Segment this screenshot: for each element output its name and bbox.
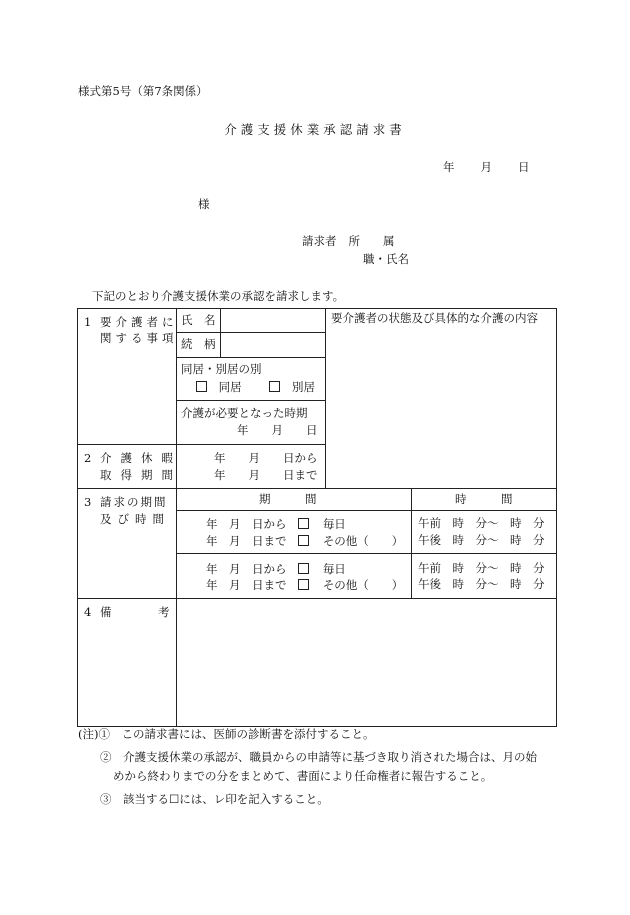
- time-am: 午前 時 分～ 時 分: [418, 516, 545, 530]
- other-checkbox[interactable]: [298, 535, 309, 546]
- section1-label-line1: [100, 315, 178, 329]
- relation-label: 続 柄: [181, 337, 216, 351]
- period-from: 年 月 日から: [206, 517, 287, 531]
- note-2-line1: ② 介護支援休業の承認が、職員からの申請等に基づき取り消された場合は、月の始: [100, 750, 537, 764]
- time-pm: 午後 時 分～ 時 分: [418, 533, 545, 547]
- cohabit-options: [196, 381, 315, 394]
- note-1: [78, 729, 374, 741]
- section2-label-line1: 介護休暇: [100, 451, 182, 465]
- period-header: 期 間: [259, 492, 317, 506]
- section2-number: 2: [84, 451, 92, 465]
- name-label: 氏 名: [181, 313, 216, 327]
- date-year-label: 年: [443, 160, 455, 174]
- intro-text: 下記のとおり介護支援休業の承認を請求します。: [92, 289, 345, 303]
- section3-label-line1: 請求の期間: [100, 495, 168, 509]
- requester-dept-label: 所 属: [348, 234, 395, 248]
- period-row: [206, 563, 346, 576]
- time-header: 時 間: [455, 492, 513, 506]
- every-day-checkbox[interactable]: [298, 563, 309, 574]
- time-pm: 午後 時 分～ 時 分: [418, 577, 545, 591]
- requester-dept-line: [302, 236, 395, 248]
- section1-number: 1: [84, 315, 92, 329]
- leave-to: 年 月 日まで: [214, 468, 318, 482]
- note-2-line2: めから終わりまでの分をまとめて、書面により任命権者に報告すること。: [113, 769, 493, 783]
- need-time-date: 年 月 日: [237, 423, 318, 437]
- document-title: 介護支援休業承認請求書: [224, 122, 406, 137]
- need-time-label: 介護が必要となった時期: [181, 406, 308, 420]
- leave-from: 年 月 日から: [214, 451, 318, 465]
- section2-label-line2: 取得期間: [100, 468, 182, 482]
- section1-label-line2: 関する事項: [100, 331, 178, 345]
- section4-label: 備 考: [100, 605, 173, 619]
- every-day-label: 毎日: [322, 517, 346, 531]
- period-to: 年 月 日まで: [206, 578, 287, 592]
- time-am: 午前 時 分～ 時 分: [418, 561, 545, 575]
- every-day-label: 毎日: [322, 562, 346, 576]
- period-row: [206, 535, 403, 548]
- other-checkbox[interactable]: [298, 579, 309, 590]
- requester-name-label: 職・氏名: [363, 252, 409, 266]
- requester-label: 請求者: [302, 234, 337, 248]
- other-label: その他（ ）: [322, 578, 404, 592]
- other-label: その他（ ）: [322, 534, 404, 548]
- period-row: [206, 518, 346, 531]
- cohabit-label: 同居・別居の別: [181, 362, 262, 376]
- cohabit-opt1: 同居: [218, 380, 242, 394]
- addressee-suffix: 様: [198, 197, 210, 211]
- every-day-checkbox[interactable]: [298, 518, 309, 529]
- note-3: ③ 該当する☐には、レ印を記入すること。: [100, 792, 329, 806]
- period-from: 年 月 日から: [206, 562, 287, 576]
- separate-checkbox[interactable]: [269, 381, 280, 392]
- cohabit-opt2: 別居: [291, 380, 315, 394]
- form-number: 様式第5号（第7条関係）: [78, 84, 208, 98]
- period-to: 年 月 日まで: [206, 534, 287, 548]
- cohabit-checkbox[interactable]: [196, 381, 207, 392]
- date-line: [443, 162, 530, 174]
- condition-label: 要介護者の状態及び具体的な介護の内容: [331, 311, 538, 325]
- period-row: [206, 579, 403, 592]
- notes-prefix: (注): [78, 727, 99, 741]
- section3-label-line2: 及び時間: [100, 512, 170, 526]
- date-day-label: 日: [518, 160, 530, 174]
- note-1-text: ① この請求書には、医師の診断書を添付すること。: [98, 727, 375, 741]
- date-month-label: 月: [480, 160, 492, 174]
- section1-label-text1: 要介護者に: [100, 315, 178, 329]
- section3-number: 3: [84, 495, 92, 509]
- section4-number: 4: [84, 605, 92, 619]
